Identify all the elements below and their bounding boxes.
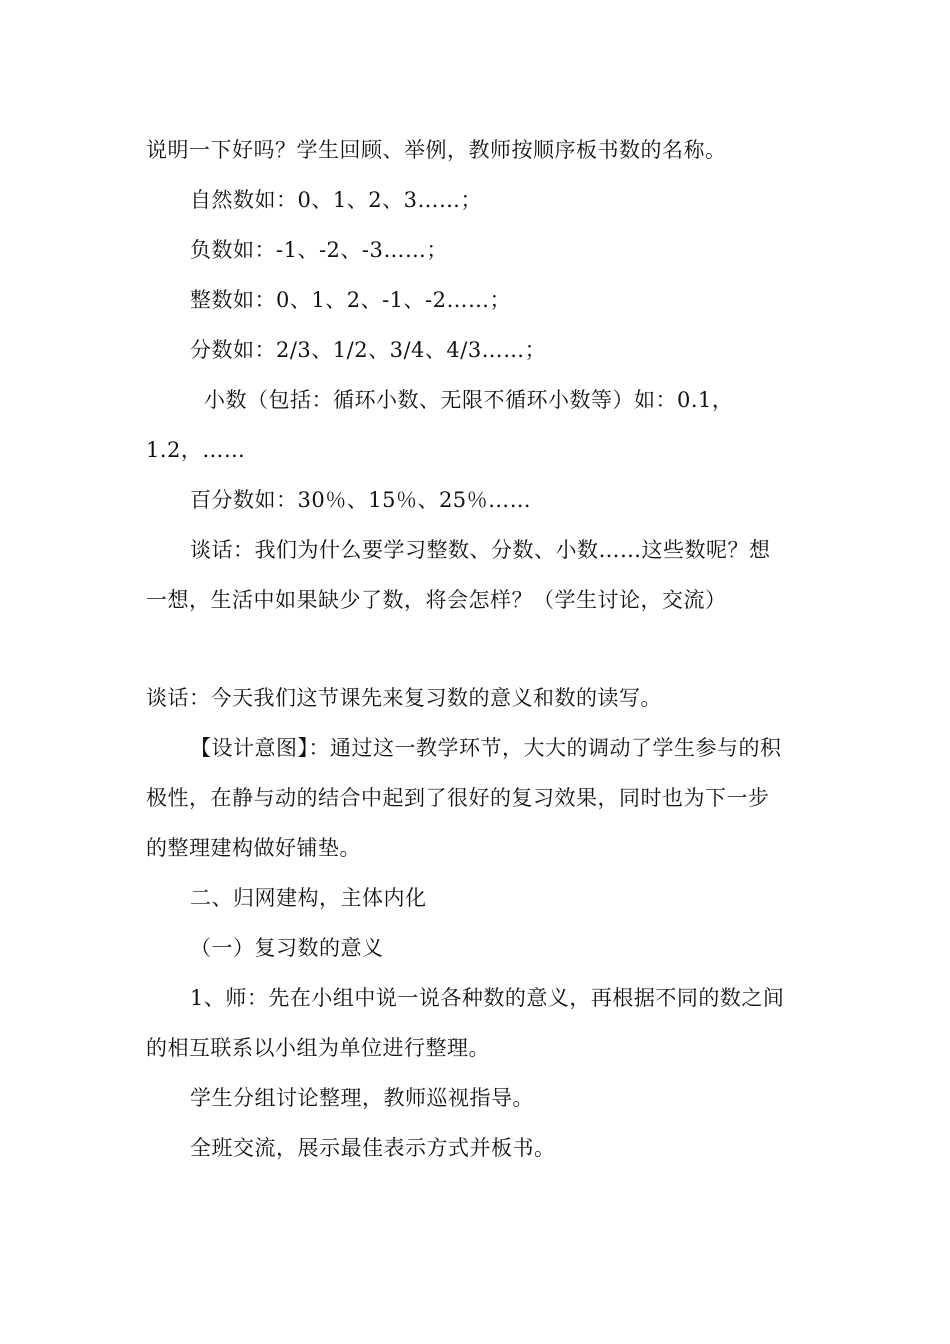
paragraph-line: 的相互联系以小组为单位进行整理。 xyxy=(146,1036,490,1060)
paragraph-line: 谈话：我们为什么要学习整数、分数、小数……这些数呢？想 xyxy=(190,538,771,562)
paragraph-line: 学生分组讨论整理，教师巡视指导。 xyxy=(190,1086,534,1110)
paragraph-line: 1、师：先在小组中说一说各种数的意义，再根据不同的数之间 xyxy=(190,986,785,1010)
section-heading: 二、归网建构，主体内化 xyxy=(190,886,427,910)
paragraph-line: 整数如：0、1、2、-1、-2……； xyxy=(190,288,511,312)
paragraph-line: 分数如：2/3、1/2、3/4、4/3……； xyxy=(190,338,547,362)
paragraph-line: 全班交流，展示最佳表示方式并板书。 xyxy=(190,1136,556,1160)
paragraph-line: 自然数如：0、1、2、3……； xyxy=(190,188,482,212)
subsection-heading: （一）复习数的意义 xyxy=(190,936,384,960)
paragraph-line: 说明一下好吗？学生回顾、举例，教师按顺序板书数的名称。 xyxy=(146,138,727,162)
paragraph-line: 的整理建构做好铺垫。 xyxy=(146,836,361,860)
paragraph-line: 1.2，…… xyxy=(146,438,246,462)
paragraph-line: 负数如：-1、-2、-3……； xyxy=(190,238,448,262)
paragraph-line: 谈话：今天我们这节课先来复习数的意义和数的读写。 xyxy=(146,686,662,710)
paragraph-line: 一想，生活中如果缺少了数，将会怎样？（学生讨论，交流） xyxy=(146,588,727,612)
paragraph-line: 极性，在静与动的结合中起到了很好的复习效果，同时也为下一步 xyxy=(146,786,770,810)
paragraph-line: 小数（包括：循环小数、无限不循环小数等）如：0.1， xyxy=(204,388,734,412)
paragraph-line: 百分数如：30％、15％、25％…… xyxy=(190,488,532,512)
paragraph-line: 【设计意图】：通过这一教学环节，大大的调动了学生参与的积 xyxy=(190,736,782,760)
